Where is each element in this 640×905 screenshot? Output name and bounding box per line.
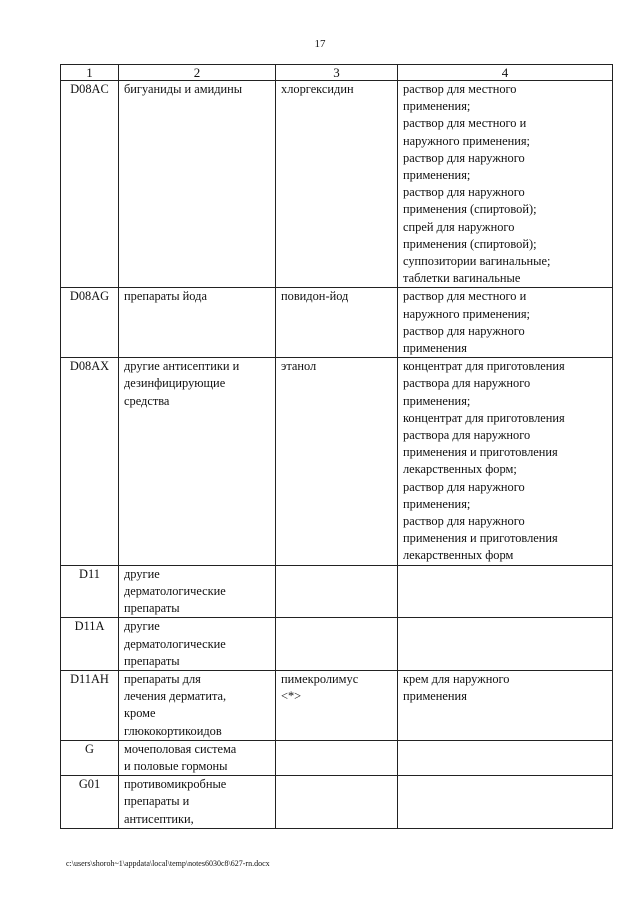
cell-atc-code: D08AX xyxy=(61,358,119,565)
cell-text-line: <*> xyxy=(281,689,302,704)
cell-text-line: раствор для наружного xyxy=(403,323,525,338)
cell-text-line: другие xyxy=(124,619,160,634)
cell-text-line: крем для наружного xyxy=(403,671,510,686)
cell-atc-code: G xyxy=(61,740,119,775)
cell-text-line: этанол xyxy=(281,359,317,374)
cell-text-line: применения; xyxy=(403,168,471,183)
cell-text-line: препараты xyxy=(124,653,180,668)
cell-dosage-forms xyxy=(398,81,613,288)
cell-text-line: раствор для наружного xyxy=(403,479,525,494)
table-row xyxy=(61,618,613,671)
table-row xyxy=(61,740,613,775)
cell-text-line: дезинфицирующие xyxy=(124,376,226,391)
cell-text-line: мочеполовая система xyxy=(124,741,237,756)
column-header-code: 1 xyxy=(61,65,119,81)
cell-text-line: раствор для наружного xyxy=(403,150,525,165)
cell-text-line: препараты йода xyxy=(124,289,207,304)
table-row xyxy=(61,776,613,829)
cell-text-line: пимекролимус xyxy=(281,671,359,686)
cell-text-line: применения и приготовления xyxy=(403,445,558,460)
cell-text-line: применения; xyxy=(403,393,471,408)
cell-text-line: бигуаниды и амидины xyxy=(124,82,243,96)
footer-file-path: c:\users\shoroh~1\appdata\local\temp\notes6030c8\627-rn.docx xyxy=(66,859,270,868)
cell-text-line: раствора для наружного xyxy=(403,376,531,391)
column-header-substance: 3 xyxy=(276,65,398,81)
cell-text-line: средства xyxy=(124,393,170,408)
cell-dosage-forms xyxy=(398,670,613,740)
cell-text-line: применения xyxy=(403,689,467,704)
cell-text-line: раствор для местного xyxy=(403,82,517,96)
cell-atc-code: D11 xyxy=(61,565,119,618)
cell-text-line: препараты xyxy=(124,601,180,616)
cell-text-line: и половые гормоны xyxy=(124,758,228,773)
cell-group-name xyxy=(119,776,276,829)
cell-text-line: раствор для наружного xyxy=(403,514,525,529)
cell-atc-code: G01 xyxy=(61,776,119,829)
cell-text-line: концентрат для приготовления xyxy=(403,410,565,425)
cell-text-line: лечения дерматита, xyxy=(124,689,227,704)
cell-substance-name xyxy=(276,776,398,829)
cell-text-line: антисептики, xyxy=(124,811,194,826)
cell-group-name xyxy=(119,288,276,358)
table-row xyxy=(61,288,613,358)
cell-text-line: таблетки вагинальные xyxy=(403,271,521,286)
column-header-forms: 4 xyxy=(398,65,613,81)
cell-group-name xyxy=(119,81,276,288)
table-row xyxy=(61,565,613,618)
cell-substance-name xyxy=(276,618,398,671)
table-body xyxy=(61,81,613,829)
cell-text-line: дерматологические xyxy=(124,636,226,651)
cell-text-line: препараты и xyxy=(124,794,190,809)
cell-dosage-forms xyxy=(398,565,613,618)
cell-text-line: другие xyxy=(124,566,160,581)
cell-dosage-forms xyxy=(398,618,613,671)
cell-text-line: применения (спиртовой); xyxy=(403,236,537,251)
cell-atc-code: D11A xyxy=(61,618,119,671)
cell-atc-code: D11AH xyxy=(61,670,119,740)
cell-substance-name xyxy=(276,565,398,618)
cell-text-line: глюкокортикоидов xyxy=(124,723,222,738)
cell-dosage-forms xyxy=(398,288,613,358)
cell-group-name xyxy=(119,565,276,618)
cell-text-line: другие антисептики и xyxy=(124,359,240,374)
cell-group-name xyxy=(119,618,276,671)
cell-text-line: применения; xyxy=(403,496,471,511)
cell-substance-name xyxy=(276,81,398,288)
cell-text-line: раствора для наружного xyxy=(403,428,531,443)
cell-text-line: спрей для наружного xyxy=(403,219,515,234)
cell-text-line: применения; xyxy=(403,99,471,114)
cell-dosage-forms xyxy=(398,740,613,775)
table-row xyxy=(61,81,613,288)
cell-text-line: дерматологические xyxy=(124,583,226,598)
table-header-row xyxy=(61,65,613,81)
cell-text-line: повидон-йод xyxy=(281,289,349,304)
cell-substance-name xyxy=(276,740,398,775)
cell-substance-name xyxy=(276,288,398,358)
cell-text-line: хлоргексидин xyxy=(281,82,354,96)
cell-text-line: лекарственных форм xyxy=(403,548,514,563)
cell-group-name xyxy=(119,670,276,740)
cell-text-line: лекарственных форм; xyxy=(403,462,517,477)
cell-text-line: препараты для xyxy=(124,671,201,686)
page-number: 17 xyxy=(314,38,326,50)
cell-text-line: наружного применения; xyxy=(403,306,530,321)
cell-atc-code: D08AC xyxy=(61,81,119,288)
cell-substance-name xyxy=(276,670,398,740)
cell-dosage-forms xyxy=(398,776,613,829)
cell-substance-name xyxy=(276,358,398,565)
cell-group-name xyxy=(119,358,276,565)
cell-text-line: наружного применения; xyxy=(403,133,530,148)
cell-text-line: суппозитории вагинальные; xyxy=(403,254,551,269)
cell-text-line: применения и приготовления xyxy=(403,531,558,546)
cell-text-line: концентрат для приготовления xyxy=(403,359,565,374)
cell-text-line: применения (спиртовой); xyxy=(403,202,537,217)
cell-text-line: противомикробные xyxy=(124,777,227,792)
table-row xyxy=(61,358,613,565)
cell-text-line: кроме xyxy=(124,706,156,721)
cell-dosage-forms xyxy=(398,358,613,565)
table-row xyxy=(61,670,613,740)
cell-atc-code: D08AG xyxy=(61,288,119,358)
cell-text-line: применения xyxy=(403,341,467,356)
cell-text-line: раствор для местного и xyxy=(403,116,527,131)
cell-group-name xyxy=(119,740,276,775)
column-header-group: 2 xyxy=(119,65,276,81)
drug-classification-table xyxy=(60,64,613,829)
cell-text-line: раствор для наружного xyxy=(403,185,525,200)
cell-text-line: раствор для местного и xyxy=(403,289,527,304)
